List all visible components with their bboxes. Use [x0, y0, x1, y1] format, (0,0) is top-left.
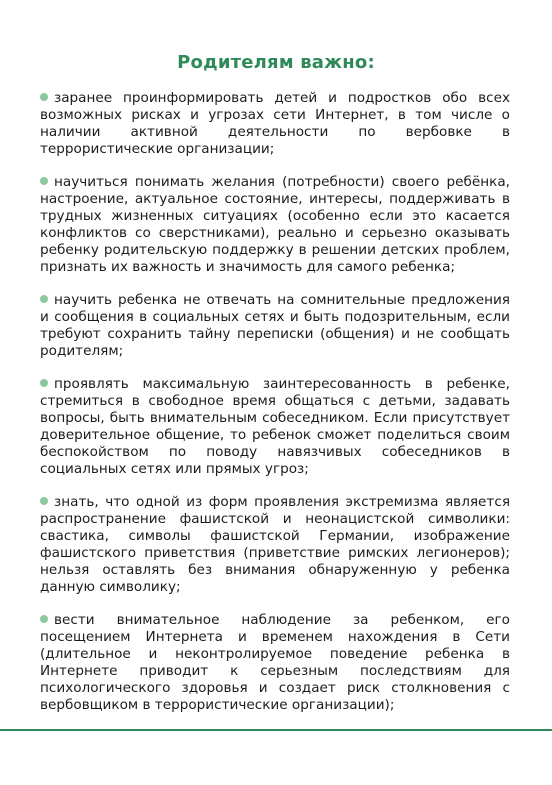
list-item-text: заранее проинформировать детей и подростков обо всех возможных рисках и угрозах сети Интернет, в том числе о наличии активной деятельности по вербовке в террористические организации;: [40, 90, 510, 157]
page-title: Родителям важно:: [177, 52, 375, 73]
list-item: [40, 292, 510, 360]
list-item: [40, 494, 510, 596]
list-item-text: проявлять максимальную заинтересованность в ребенке, стремиться в свободное время общаться с детьми, задавать вопросы, быть внимательным собеседником. Если присутствует доверительное общение, то ребенок сможет поделиться своим беспокойством по поводу навязчивых собеседников в социальных сетях или прямых угроз;: [40, 376, 510, 477]
bottom-divider: [0, 729, 552, 731]
bullet-icon: [40, 379, 48, 387]
list-item: [40, 612, 510, 714]
list-item: [40, 90, 510, 158]
bullet-icon: [40, 615, 48, 623]
list-item-text: вести внимательное наблюдение за ребенком, его посещением Интернета и временем нахождения в Сети (длительное и неконтролируемое поведение ребенка в Интернете приводит к серьезным последствиям для психологического здоровья и создает риск столкновения с вербовщиком в террористические организации);: [40, 612, 510, 713]
list-item-text: знать, что одной из форм проявления экстремизма является распространение фашистской и неонацистской символики: свастика, символы фашистской Германии, изображение фашистского приветствия (приветствие римских легионеров); нельзя оставлять без внимания обнаруженную у ребенка данную символику;: [40, 494, 510, 595]
bullet-icon: [40, 295, 48, 303]
list-item-text: научиться понимать желания (потребности) своего ребёнка, настроение, актуальное состояние, интересы, поддерживать в трудных жизненных ситуациях (особенно если это касается конфликтов со сверстниками), реально и серьезно оказывать ребенку родительскую поддержку в решении детских проблем, признать их важность и значимость для самого ребенка;: [40, 174, 510, 275]
list-item: [40, 376, 510, 478]
bullet-icon: [40, 93, 48, 101]
bullet-icon: [40, 497, 48, 505]
bullet-icon: [40, 177, 48, 185]
list-item-text: научить ребенка не отвечать на сомнительные предложения и сообщения в социальных сетях и быть подозрительным, если требуют сохранить тайну переписки (общения) и не сообщать родителям;: [40, 292, 510, 359]
advice-list: [40, 90, 510, 730]
list-item: [40, 174, 510, 276]
